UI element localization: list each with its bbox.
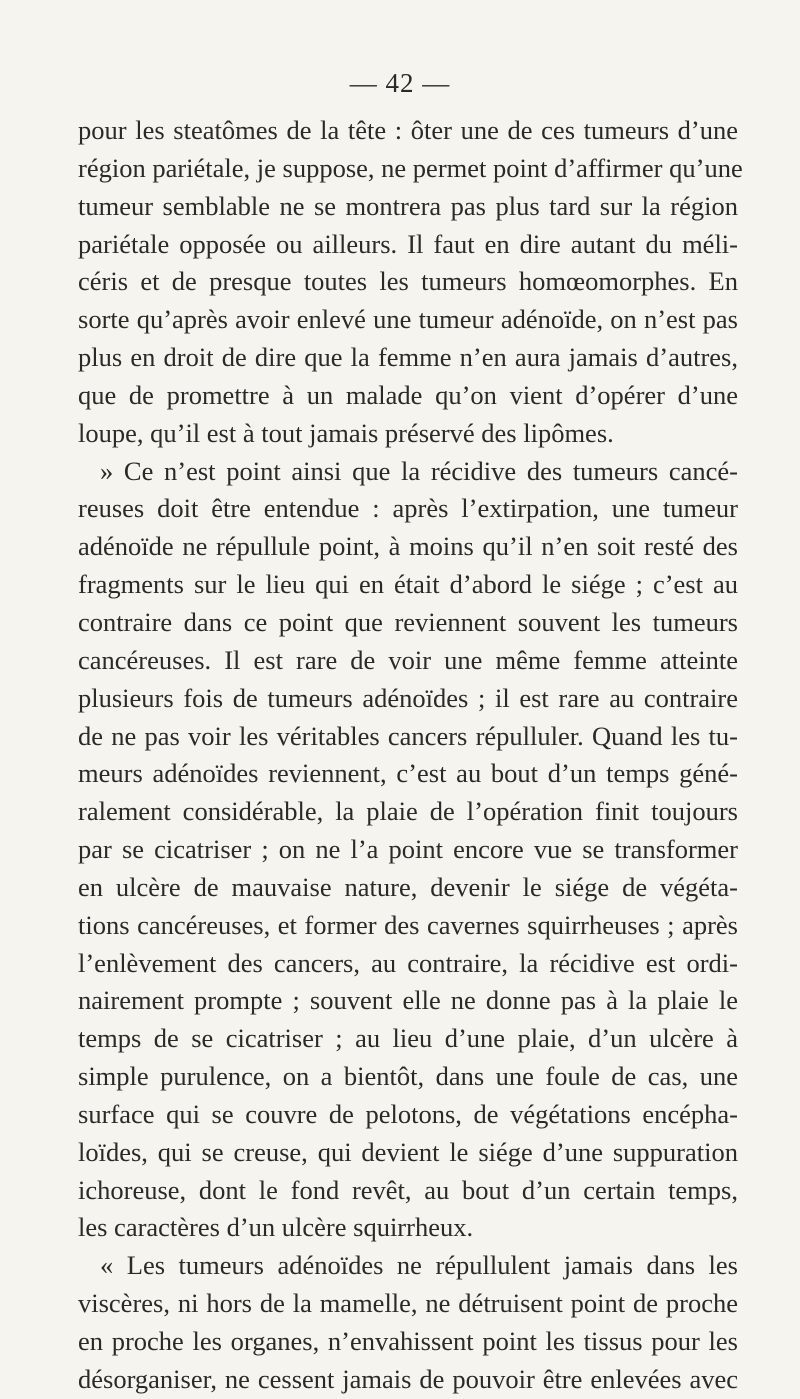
text-line: surface qui se couvre de pelotons, de végétations encépha-: [78, 1098, 738, 1129]
text-line: cancéreuses. Il est rare de voir une même femme atteinte: [78, 644, 738, 675]
text-line: les caractères d’un ulcère squirrheux.: [78, 1212, 474, 1243]
text-line: contraire dans ce point que reviennent souvent les tumeurs: [78, 606, 738, 637]
text-line: désorganiser, ne cessent jamais de pouvoir être enlevées avec: [78, 1363, 738, 1394]
text-line: temps de se cicatriser ; au lieu d’une plaie, d’un ulcère à: [78, 1023, 738, 1054]
text-line: sorte qu’après avoir enlevé une tumeur adénoïde, on n’est pas: [78, 304, 738, 335]
text-line: tumeur semblable ne se montrera pas plus tard sur la région: [78, 190, 738, 221]
text-line: tions cancéreuses, et former des cavernes squirrheuses ; après: [78, 909, 738, 940]
text-line: céris et de presque toutes les tumeurs homœomorphes. En: [78, 266, 738, 297]
text-line: plus en droit de dire que la femme n’en aura jamais d’autres,: [78, 342, 738, 373]
text-line: meurs adénoïdes reviennent, c’est au bout d’un temps géné-: [78, 758, 738, 789]
page-number-header: — 42 —: [349, 68, 451, 98]
text-line: fragments sur le lieu qui en était d’abord le siége ; c’est au: [78, 569, 738, 600]
text-line: de ne pas voir les véritables cancers répulluler. Quand les tu-: [78, 720, 738, 751]
text-line: en ulcère de mauvaise nature, devenir le siége de végéta-: [78, 871, 738, 902]
text-line: « Les tumeurs adénoïdes ne répullulent jamais dans les: [100, 1250, 738, 1281]
text-line: plusieurs fois de tumeurs adénoïdes ; il est rare au contraire: [78, 682, 738, 713]
text-line: loupe, qu’il est à tout jamais préservé des lipômes.: [78, 417, 614, 448]
text-line: adénoïde ne répullule point, à moins qu’il n’en soit resté des: [78, 531, 738, 562]
text-line: viscères, ni hors de la mamelle, ne détruisent point de proche: [78, 1288, 738, 1319]
text-line: nairement prompte ; souvent elle ne donne pas à la plaie le: [78, 985, 738, 1016]
text-line: simple purulence, on a bientôt, dans une foule de cas, une: [78, 1061, 738, 1092]
body-text: [78, 112, 743, 1399]
text-line: » Ce n’est point ainsi que la récidive des tumeurs cancé-: [100, 455, 738, 486]
text-line: reuses doit être entendue : après l’extirpation, une tumeur: [78, 493, 738, 524]
text-line: région pariétale, je suppose, ne permet point d’affirmer qu’une: [78, 152, 743, 183]
text-line: ralement considérable, la plaie de l’opération finit toujours: [78, 796, 738, 827]
text-line: par se cicatriser ; on ne l’a point encore vue se transformer: [78, 834, 738, 865]
text-line: en proche les organes, n’envahissent point les tissus pour les: [78, 1326, 738, 1356]
text-line: pariétale opposée ou ailleurs. Il faut en dire autant du méli-: [78, 228, 738, 259]
text-line: que de promettre à un malade qu’on vient d’opérer d’une: [78, 379, 738, 410]
text-line: l’enlèvement des cancers, au contraire, la récidive est ordi-: [78, 947, 738, 978]
text-line: ichoreuse, dont le fond revêt, au bout d’un certain temps,: [78, 1174, 738, 1205]
text-line: loïdes, qui se creuse, qui devient le siége d’une suppuration: [78, 1136, 738, 1167]
text-line: pour les steatômes de la tête : ôter une de ces tumeurs d’une: [78, 115, 738, 145]
